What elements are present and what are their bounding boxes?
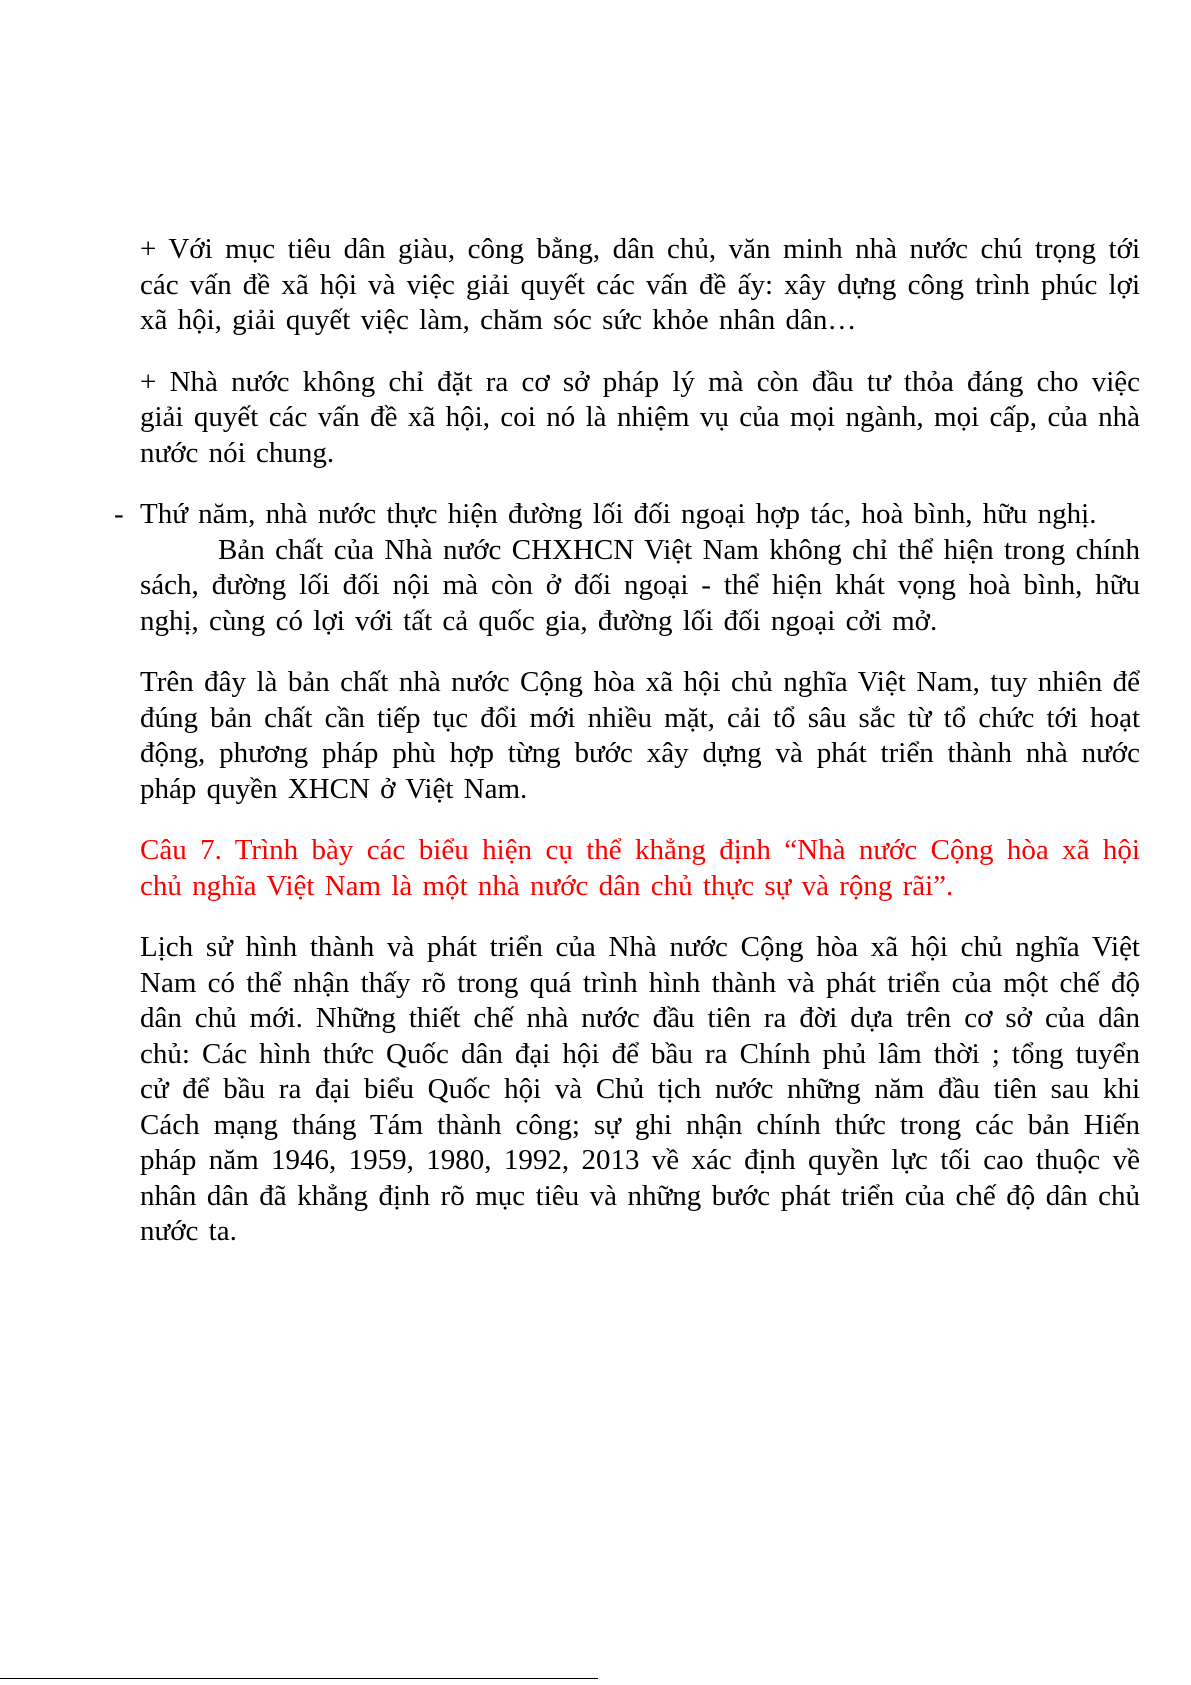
question-heading: Câu 7. Trình bày các biểu hiện cụ thể khẳng định “Nhà nước Cộng hòa xã hội chủ nghĩa Việt Nam là một nhà nước dân chủ thực sự và rộng rãi”. [140, 834, 1140, 902]
list-dash-marker: - [114, 498, 124, 530]
list-item-foreign-policy [114, 497, 1140, 533]
paragraph-legal-basis: + Nhà nước không chỉ đặt ra cơ sở pháp lý mà còn đầu tư thỏa đáng cho việc giải quyết các vấn đề xã hội, coi nó là nhiệm vụ của mọi ngành, mọi cấp, của nhà nước nói chung. [140, 365, 1140, 469]
paragraph-foreign-policy-heading: Thứ năm, nhà nước thực hiện đường lối đối ngoại hợp tác, hoà bình, hữu nghị. [140, 498, 1097, 530]
footnote-separator [0, 1678, 598, 1679]
paragraph-democracy-history: Lịch sử hình thành và phát triển của Nhà nước Cộng hòa xã hội chủ nghĩa Việt Nam có thể nhận thấy rõ trong quá trình hình thành và phát triển của một chế độ dân chủ mới. Những thiết chế nhà nước đầu tiên ra đời dựa trên cơ sở của dân chủ: Các hình thức Quốc dân đại hội để bầu ra Chính phủ lâm thời ; tổng tuyển cử để bầu ra đại biểu Quốc hội và Chủ tịch nước những năm đầu tiên sau khi Cách mạng tháng Tám thành công; sự ghi nhận chính thức trong các bản Hiến pháp năm 1946, 1959, 1980, 1992, 2013 về xác định quyền lực tối cao thuộc về nhân dân đã khẳng định rõ mục tiêu và những bước phát triển của chế độ dân chủ nước ta. [140, 931, 1140, 1247]
document-body [114, 232, 1140, 1250]
paragraph-foreign-policy-detail: Bản chất của Nhà nước CHXHCN Việt Nam không chỉ thể hiện trong chính sách, đường lối đối nội mà còn ở đối ngoại - thể hiện khát vọng hoà bình, hữu nghị, cùng có lợi với tất cả quốc gia, đường lối đối ngoại cởi mở. [140, 533, 1140, 637]
paragraph-summary: Trên đây là bản chất nhà nước Cộng hòa xã hội chủ nghĩa Việt Nam, tuy nhiên để đúng bản chất cần tiếp tục đổi mới nhiều mặt, cải tổ sâu sắc từ tổ chức tới hoạt động, phương pháp phù hợp từng bước xây dựng và phát triển thành nhà nước pháp quyền XHCN ở Việt Nam. [140, 666, 1140, 805]
paragraph-social-goals: + Với mục tiêu dân giàu, công bằng, dân chủ, văn minh nhà nước chú trọng tới các vấn đề xã hội và việc giải quyết các vấn đề ấy: xây dựng công trình phúc lợi xã hội, giải quyết việc làm, chăm sóc sức khỏe nhân dân… [140, 233, 1140, 336]
